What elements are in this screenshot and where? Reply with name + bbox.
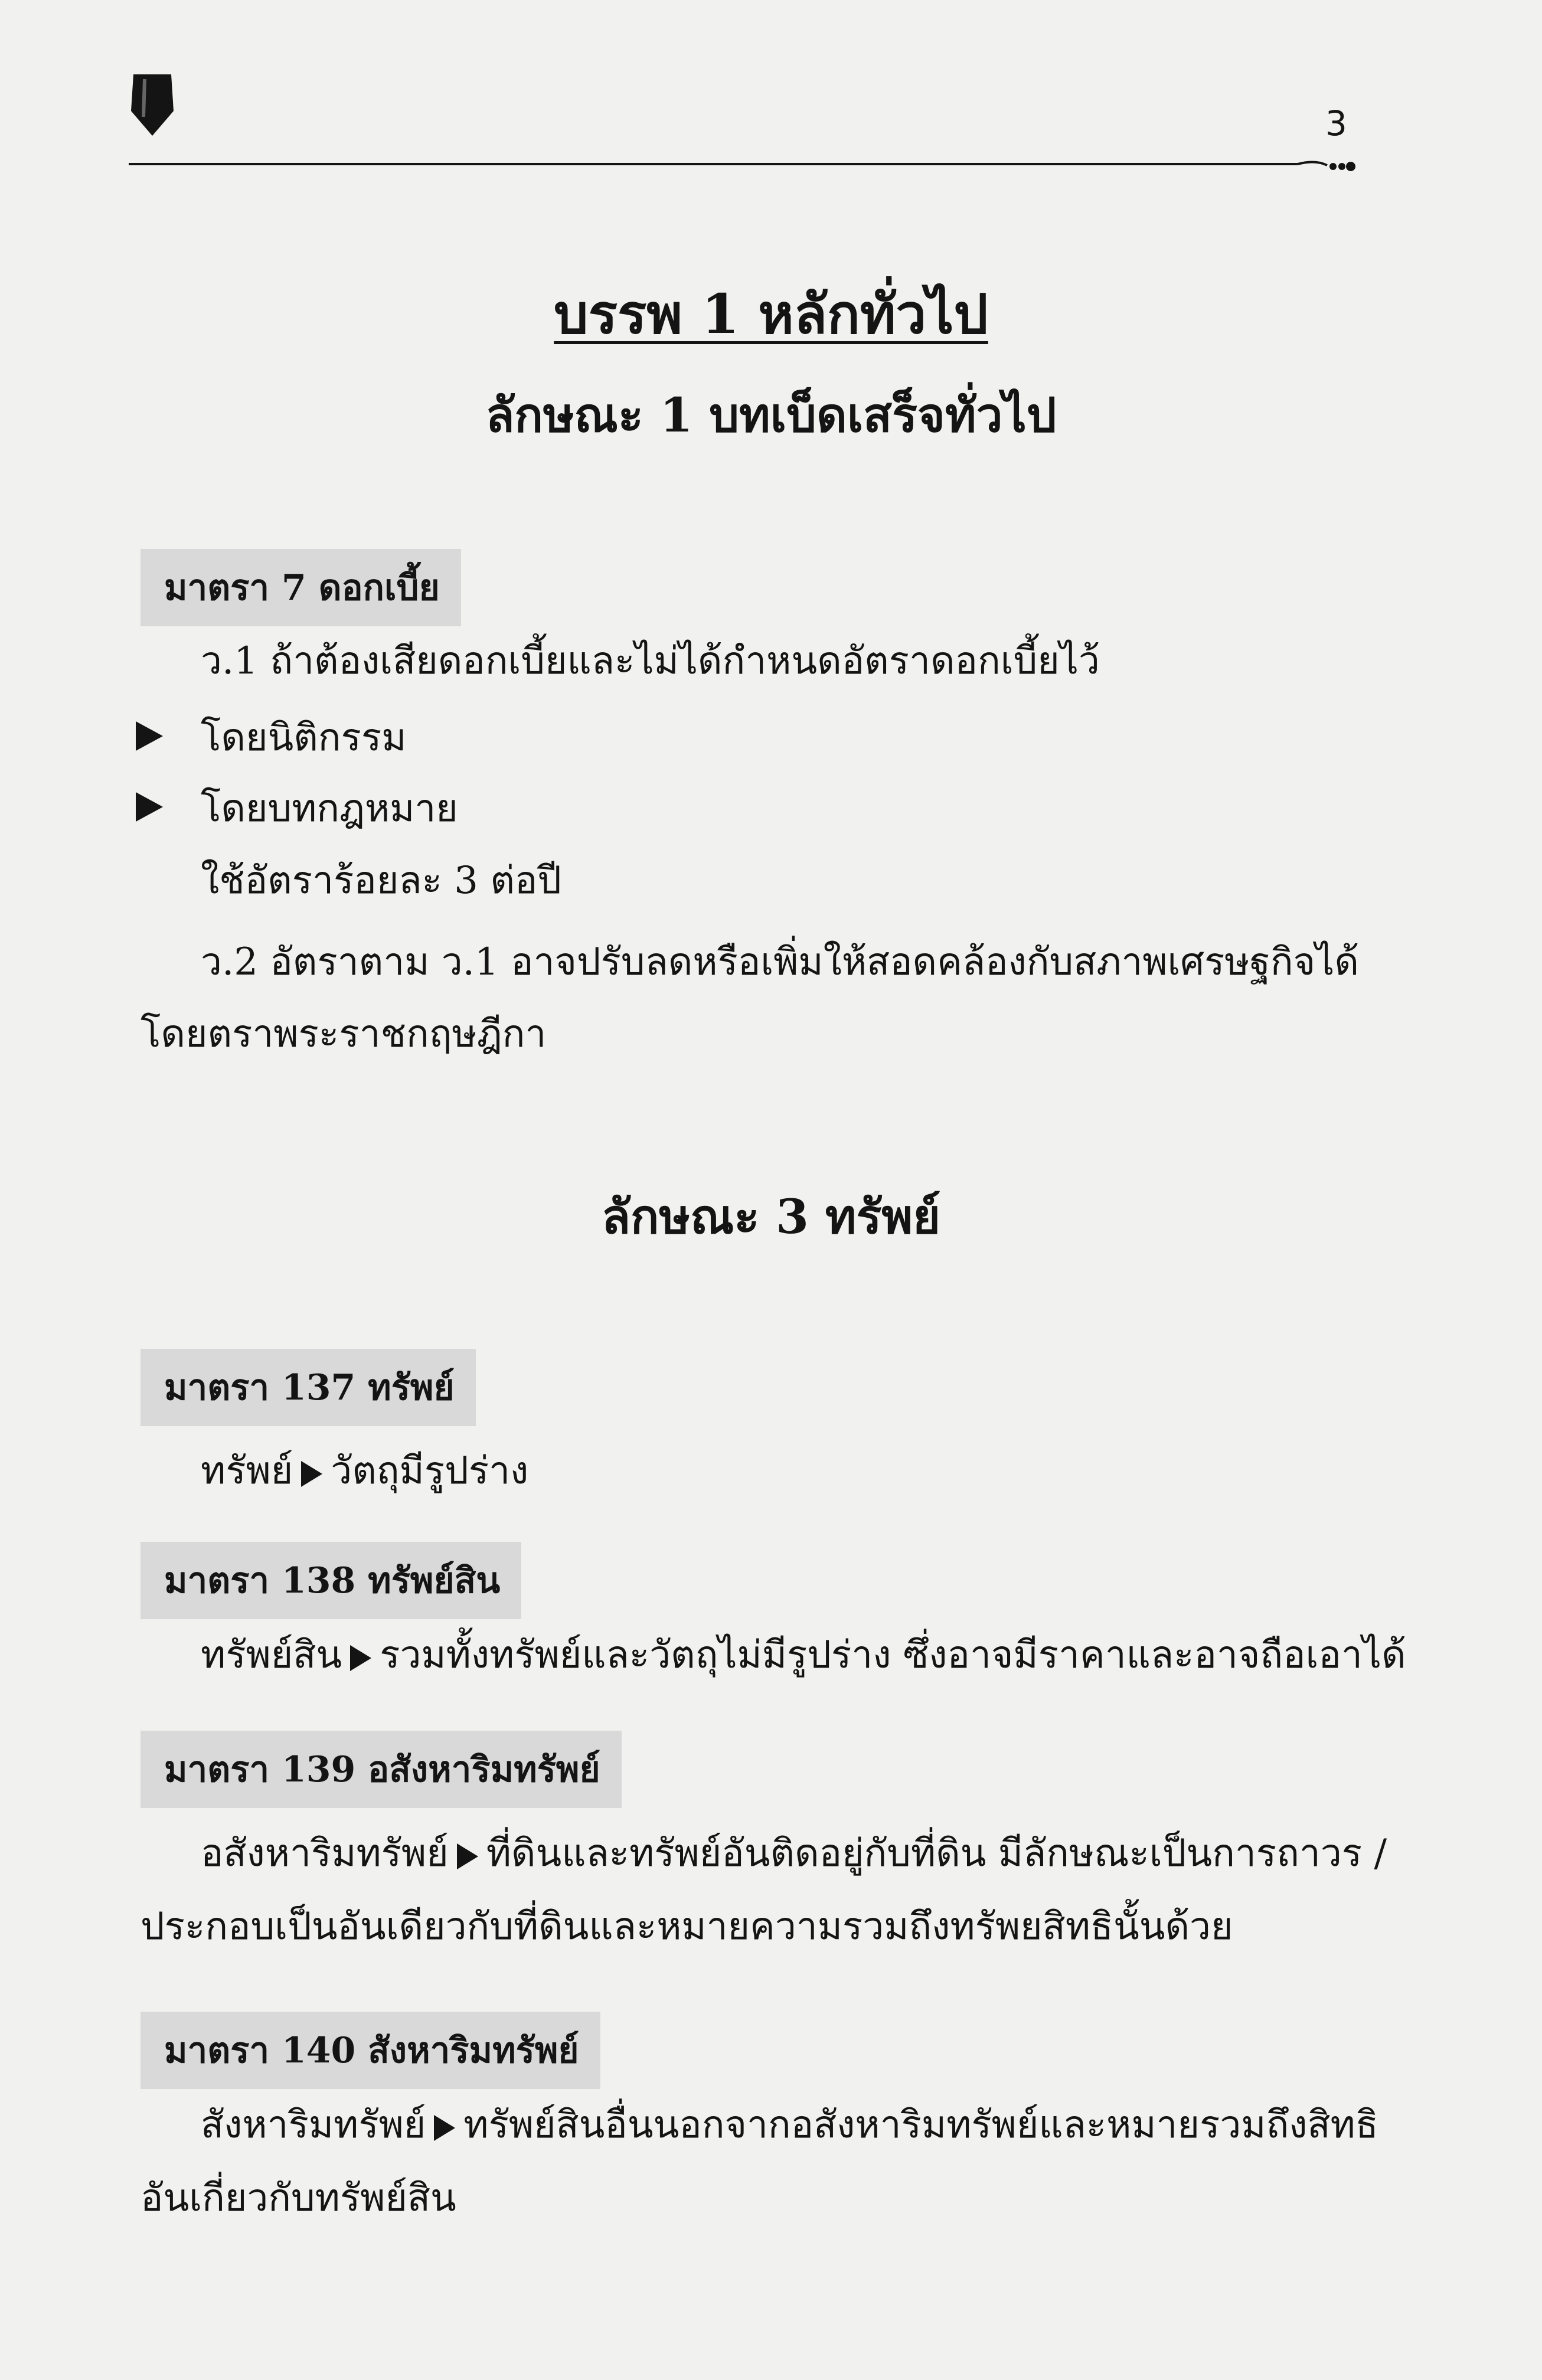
section-139-heading: มาตรา 139 อสังหาริมทรัพย์ — [141, 1731, 622, 1808]
arrow-icon — [301, 1461, 322, 1487]
term: ทรัพย์ — [201, 1449, 293, 1493]
section-137-heading: มาตรา 137 ทรัพย์ — [141, 1349, 476, 1426]
arrow-icon — [350, 1645, 371, 1671]
section-7-paragraph-2-cont: โดยตราพระราชกฤษฎีกา — [141, 1012, 547, 1056]
section-139-definition — [201, 1823, 1387, 1883]
interest-rate-text: ใช้อัตราร้อยละ 3 ต่อปี — [201, 859, 561, 903]
definition: วัตถุมีรูปร่าง — [331, 1449, 529, 1493]
term: สังหาริมทรัพย์ — [201, 2103, 426, 2147]
section-138-heading: มาตรา 138 ทรัพย์สิน — [141, 1542, 521, 1619]
part-title: บรรพ 1 หลักทั่วไป — [554, 282, 988, 346]
definition: ทรัพย์สินอื่นนอกจากอสังหาริมทรัพย์และหมายรวมถึงสิทธิ — [463, 2103, 1378, 2147]
definition: ที่ดินและทรัพย์อันติดอยู่กับที่ดิน มีลักษณะเป็นการถาวร / — [486, 1832, 1387, 1875]
term: ทรัพย์สิน — [201, 1633, 342, 1677]
bullet-arrow-icon — [136, 721, 163, 751]
arrow-icon — [434, 2115, 455, 2141]
bullet-item-juristic-act: โดยนิติกรรม — [201, 716, 407, 760]
page-number: 3 — [1325, 103, 1347, 143]
shield-ornament-icon — [129, 70, 176, 139]
header-rule — [129, 158, 1357, 182]
section-138-definition — [201, 1624, 1406, 1685]
section-137-definition — [201, 1440, 528, 1500]
section-7-paragraph-2: ว.2 อัตราตาม ว.1 อาจปรับลดหรือเพิ่มให้สอดคล้องกับสภาพเศรษฐกิจได้ — [201, 940, 1359, 984]
term: อสังหาริมทรัพย์ — [201, 1832, 449, 1875]
bullet-item-law: โดยบทกฎหมาย — [201, 787, 458, 831]
section-140-heading: มาตรา 140 สังหาริมทรัพย์ — [141, 2012, 600, 2089]
section-140-definition — [201, 2094, 1378, 2155]
section-7-heading: มาตรา 7 ดอกเบี้ย — [141, 549, 461, 626]
chapter-3-title: ลักษณะ 3 ทรัพย์ — [601, 1189, 941, 1244]
section-139-definition-cont: ประกอบเป็นอันเดียวกับที่ดินและหมายความรวมถึงทรัพยสิทธินั้นด้วย — [141, 1905, 1233, 1949]
definition: รวมทั้งทรัพย์และวัตถุไม่มีรูปร่าง ซึ่งอาจมีราคาและอาจถือเอาได้ — [380, 1633, 1406, 1677]
chapter-1-title: ลักษณะ 1 บทเบ็ดเสร็จทั่วไป — [485, 387, 1057, 443]
section-7-paragraph-1: ว.1 ถ้าต้องเสียดอกเบี้ยและไม่ได้กำหนดอัตราดอกเบี้ยไว้ — [201, 639, 1100, 683]
arrow-icon — [457, 1843, 478, 1869]
bullet-arrow-icon — [136, 792, 163, 822]
section-140-definition-cont: อันเกี่ยวกับทรัพย์สิน — [141, 2176, 456, 2220]
